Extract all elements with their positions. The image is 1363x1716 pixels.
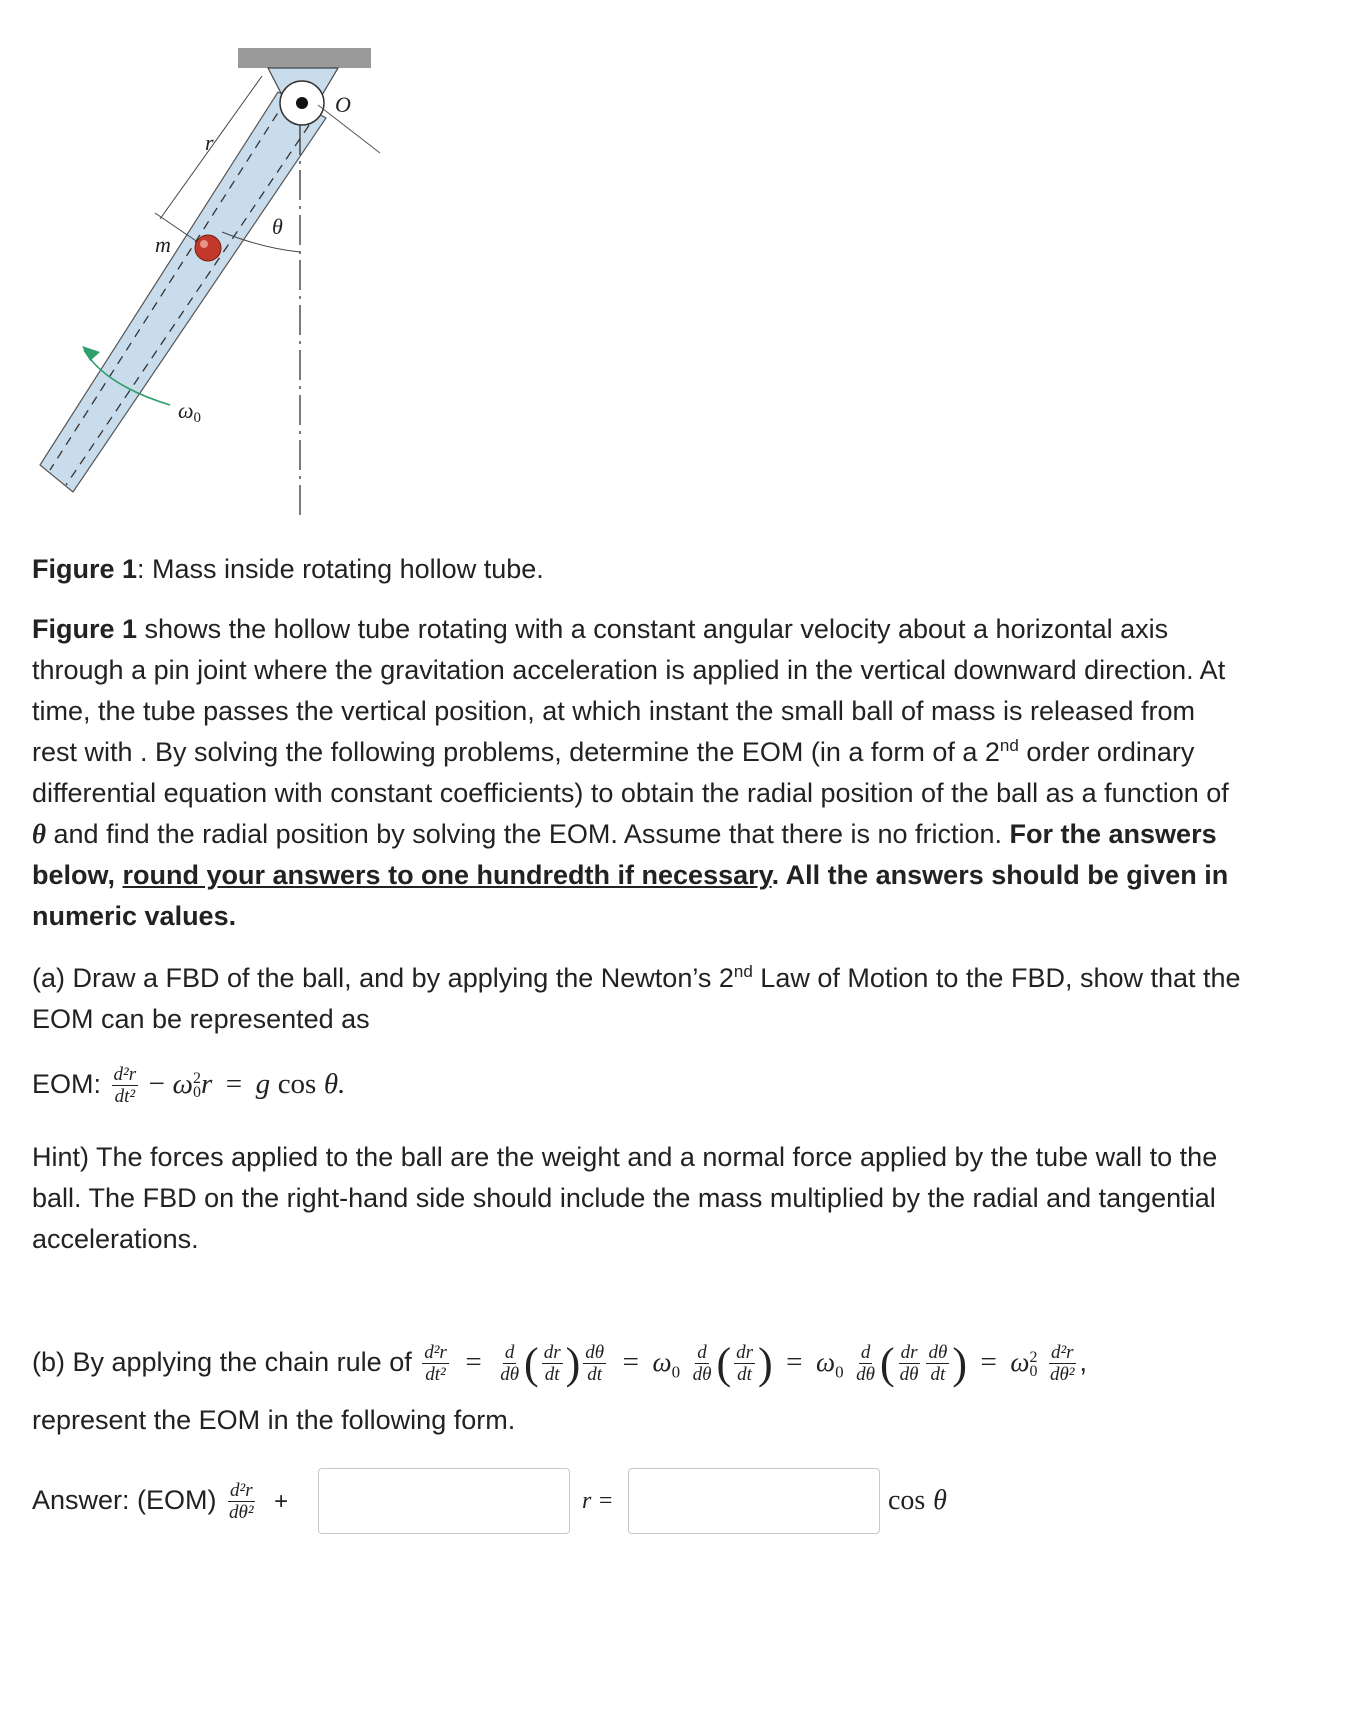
chain-dt-4: dt bbox=[930, 1364, 946, 1386]
answer-theta: θ bbox=[933, 1485, 947, 1516]
chain-omega-1-sym: ω bbox=[652, 1347, 672, 1377]
answer-cos-theta bbox=[888, 1480, 947, 1521]
part-b-text-1: (b) By applying the chain rule of bbox=[32, 1347, 420, 1377]
chain-frac-7 bbox=[854, 1342, 877, 1385]
answer-frac-den: dθ² bbox=[229, 1502, 254, 1524]
chain-omega-2 bbox=[816, 1347, 844, 1382]
chain-d-1: d bbox=[504, 1342, 515, 1364]
chain-dr-1: dr bbox=[543, 1342, 561, 1364]
part-a-text-2: Law of Motion to the FBD, show that the EOM can be represented as bbox=[32, 963, 1241, 1034]
chain-eq-3: = bbox=[786, 1346, 803, 1378]
chain-dt-2: dt bbox=[587, 1364, 603, 1386]
eom-constant-input[interactable] bbox=[628, 1468, 880, 1534]
label-theta: θ bbox=[272, 214, 283, 239]
hint-paragraph bbox=[32, 1137, 1247, 1260]
intro-sup-nd: nd bbox=[999, 736, 1019, 755]
chain-dt2: dt² bbox=[425, 1364, 446, 1386]
ball bbox=[195, 235, 221, 261]
ground-support bbox=[238, 48, 371, 68]
chain-omega-1 bbox=[652, 1347, 681, 1382]
chain-dr-3: dr bbox=[900, 1342, 918, 1364]
label-r: r bbox=[205, 130, 214, 155]
eom-sup: 2 bbox=[192, 1070, 201, 1088]
label-m: m bbox=[155, 232, 171, 257]
part-a-sup-nd: nd bbox=[733, 962, 753, 981]
chain-omega-3 bbox=[1010, 1347, 1038, 1380]
intro-text-1: shows the hollow tube rotating with a constant angular velocity about a horizontal axis through a pin joint where the gravitation acceleration is applied in the vertical downward direction. At time, the tube passes the vertical position, at which instant the small ball of mass is released from rest with . By solving the following problems, determine the EOM (in a form of a 2 bbox=[32, 614, 1226, 767]
caption-bold: Figure 1 bbox=[32, 554, 138, 584]
eom-cos: cos bbox=[277, 1068, 317, 1100]
eom-r: r bbox=[200, 1068, 213, 1100]
pin-center bbox=[296, 97, 308, 109]
eom-omega-term bbox=[173, 1068, 213, 1100]
hint-text: Hint) The forces applied to the ball are the weight and a normal force applied by the tube wall to the ball. The FBD on the right-hand side should include the mass multiplied by the radial and tangential accelerations. bbox=[32, 1142, 1218, 1254]
answer-label-text: Answer: (EOM) bbox=[32, 1485, 225, 1515]
figure-caption bbox=[32, 547, 1342, 592]
chain-comma: , bbox=[1079, 1347, 1088, 1377]
chain-frac-3 bbox=[542, 1342, 563, 1385]
chain-eq-4: = bbox=[980, 1346, 997, 1378]
chain-omega-1-sub: 0 bbox=[671, 1362, 681, 1382]
eom-frac-den: dt² bbox=[114, 1086, 136, 1108]
part-b-line: (b) By applying the chain rule of $\frac{\text{d²r}}{\text{dt²}}$ = $\frac{d}{d\theta}$ ( $\frac{dr}{dt}$ ) $\frac{d\theta}{dt}$ = $\omega_0$ $\frac{d}{d\theta}$ ( $\frac{dr}{dt}$ ) = $\omega_0$ $\frac{d}{d\theta}$ ( $\frac{dr}{d\theta}$ $\frac{d\theta}{dt}$ ) = ω 2 0 $\frac{\text{d²r}}{\text{dθ²}}$ , bbox=[32, 1338, 1088, 1388]
chain-frac-10 bbox=[1048, 1342, 1077, 1385]
eom-label: EOM: bbox=[32, 1069, 109, 1099]
intro-paragraph bbox=[32, 609, 1247, 937]
label-omega: ω0 bbox=[178, 398, 202, 426]
part-b-text-2 bbox=[32, 1398, 1342, 1443]
chain-eq-1: = bbox=[465, 1346, 482, 1378]
intro-text-3: and find the radial position by solving the EOM. Assume that there is no friction. bbox=[46, 819, 1010, 849]
eom-equation bbox=[32, 1062, 1342, 1107]
answer-r-eq-text: r = bbox=[582, 1488, 614, 1514]
chain-dt-1: dt bbox=[544, 1364, 560, 1386]
intro-theta: θ bbox=[32, 819, 47, 849]
chain-frac-1 bbox=[422, 1342, 449, 1385]
chain-dtheta-5: dθ bbox=[899, 1364, 919, 1386]
eom-theta: θ. bbox=[323, 1068, 346, 1100]
answer-r-equals bbox=[582, 1484, 614, 1518]
chain-omega-3-sup: 2 bbox=[1029, 1348, 1038, 1366]
answer-plus: + bbox=[274, 1488, 289, 1515]
ball-highlight bbox=[200, 240, 208, 248]
chain-dt-3: dt bbox=[737, 1364, 752, 1386]
chain-dr-2: dr bbox=[736, 1342, 753, 1364]
eom-sub: 0 bbox=[192, 1084, 201, 1102]
chain-omega-3-sym: ω bbox=[1010, 1347, 1030, 1377]
part-a-text bbox=[32, 958, 1247, 1040]
intro-bold-underline: round your answers to one hundredth if necessary bbox=[122, 860, 772, 890]
chain-d2r-2: d²r bbox=[1050, 1342, 1074, 1364]
chain-dtheta-6: dθ bbox=[928, 1342, 948, 1364]
chain-d2r: d²r bbox=[424, 1342, 447, 1364]
chain-omega-2-sym: ω bbox=[816, 1347, 836, 1377]
answer-cos: cos bbox=[888, 1485, 926, 1516]
intro-bold-after: . All the answers should be given in numeric values. bbox=[32, 860, 1229, 931]
chain-frac-5 bbox=[691, 1342, 714, 1385]
figure-rotating-tube bbox=[0, 0, 420, 540]
chain-frac-9 bbox=[926, 1342, 949, 1385]
answer-label bbox=[32, 1478, 288, 1524]
eom-frac-num: d²r bbox=[113, 1064, 137, 1086]
tube bbox=[40, 92, 326, 492]
part-a-text-1: (a) Draw a FBD of the ball, and by applying the Newton’s 2 bbox=[32, 963, 734, 993]
chain-eq-2: = bbox=[622, 1346, 639, 1378]
chain-dtheta-2: dθ bbox=[585, 1342, 605, 1364]
eom-equals: = bbox=[225, 1068, 243, 1100]
chain-omega-2-sub: 0 bbox=[835, 1362, 844, 1382]
answer-frac-num: d²r bbox=[230, 1480, 253, 1502]
chain-frac-4 bbox=[583, 1342, 606, 1385]
intro-bold-figure: Figure 1 bbox=[32, 614, 138, 644]
omega-arrowhead bbox=[82, 346, 100, 361]
chain-frac-6 bbox=[734, 1342, 755, 1385]
chain-dtheta-1: dθ bbox=[500, 1364, 520, 1386]
label-O: O bbox=[335, 92, 351, 117]
answer-fraction bbox=[227, 1480, 256, 1523]
chain-frac-2 bbox=[498, 1342, 521, 1385]
chain-omega-3-sub: 0 bbox=[1029, 1362, 1038, 1380]
chain-d-3: d bbox=[860, 1342, 871, 1364]
part-b-text-2-span: represent the EOM in the following form. bbox=[32, 1405, 516, 1435]
eom-coefficient-input[interactable] bbox=[318, 1468, 570, 1534]
caption-text: : Mass inside rotating hollow tube. bbox=[137, 554, 544, 584]
eom-fraction bbox=[112, 1064, 139, 1107]
chain-dtheta-3: dθ bbox=[692, 1364, 712, 1386]
eom-g: g bbox=[255, 1068, 271, 1100]
chain-d-2: d bbox=[697, 1342, 707, 1364]
eom-minus: − bbox=[148, 1068, 165, 1100]
chain-frac-8 bbox=[898, 1342, 921, 1385]
chain-dtheta-4: dθ bbox=[856, 1364, 875, 1386]
intro-text-2: order ordinary differential equation with constant coefficients) to obtain the radial position of the ball as a function of bbox=[32, 737, 1229, 808]
chain-dtheta2: dθ² bbox=[1049, 1364, 1075, 1386]
intro-bold-for-the: For the answers below, bbox=[32, 819, 1217, 890]
eom-omega: ω bbox=[172, 1068, 193, 1100]
